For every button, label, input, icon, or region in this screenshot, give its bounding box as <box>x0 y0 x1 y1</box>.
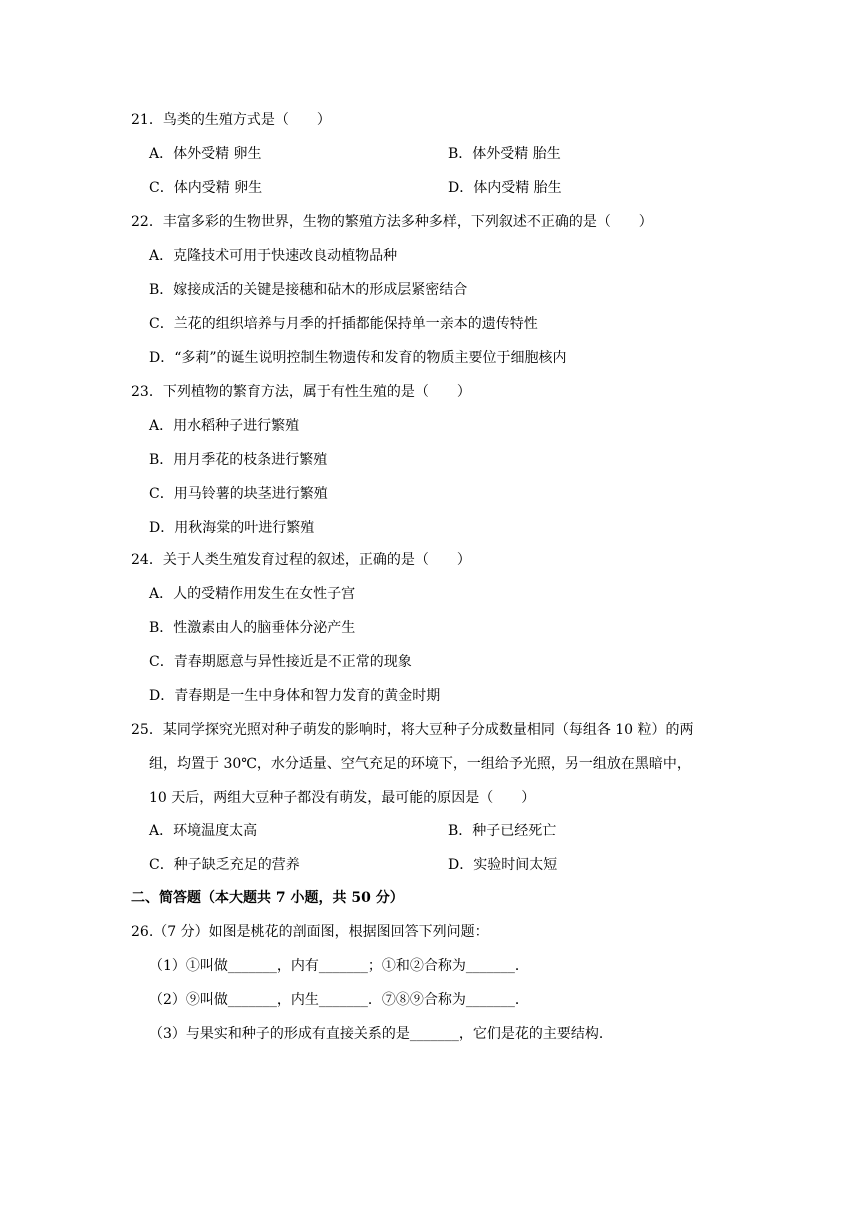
question-23-option-a: A．用水稻种子进行繁殖 <box>149 418 300 434</box>
question-23-option-d: D．用秋海棠的叶进行繁殖 <box>149 520 315 536</box>
question-21-option-d: D．体内受精 胎生 <box>448 180 562 196</box>
question-22-stem: 22．丰富多彩的生物世界，生物的繁殖方法多种多样，下列叙述不正确的是（ ） <box>131 214 653 230</box>
question-23-stem: 23．下列植物的繁育方法，属于有性生殖的是（ ） <box>131 384 471 400</box>
question-21-option-b: B．体外受精 胎生 <box>448 146 561 162</box>
question-24-option-c: C．青春期愿意与异性接近是不正常的现象 <box>149 654 412 670</box>
question-25-stem-line-3: 10 天后，两组大豆种子都没有萌发，最可能的原因是（ ） <box>149 790 536 806</box>
question-22-option-b: B．嫁接成活的关键是接穗和砧木的形成层紧密结合 <box>149 282 468 298</box>
question-22-option-a: A．克隆技术可用于快速改良动植物品种 <box>149 248 398 264</box>
question-23-option-b: B．用月季花的枝条进行繁殖 <box>149 452 328 468</box>
question-25-stem-line-1: 25．某同学探究光照对种子萌发的影响时，将大豆种子分成数量相同（每组各 10 粒）的两 <box>131 722 694 738</box>
question-23-option-c: C．用马铃薯的块茎进行繁殖 <box>149 486 328 502</box>
question-25-option-d: D．实验时间太短 <box>448 857 558 873</box>
question-24-option-a: A．人的受精作用发生在女性子宫 <box>149 586 356 602</box>
question-24-option-b: B．性激素由人的脑垂体分泌产生 <box>149 620 356 636</box>
question-22-option-c: C．兰花的组织培养与月季的扦插都能保持单一亲本的遗传特性 <box>149 316 538 332</box>
question-25-option-c: C．种子缺乏充足的营养 <box>149 857 300 873</box>
question-21-option-c: C．体内受精 卵生 <box>149 180 263 196</box>
question-25-option-b: B．种子已经死亡 <box>448 823 557 839</box>
question-24-stem: 24．关于人类生殖发育过程的叙述，正确的是（ ） <box>131 552 471 568</box>
question-25-option-a: A．环境温度太高 <box>149 823 258 839</box>
question-26-part-3: （3）与果实和种子的形成有直接关系的是_______，它们是花的主要结构． <box>149 1026 613 1042</box>
section-title: 二、简答题（本大题共 7 小题，共 50 分） <box>131 890 404 906</box>
question-21-option-a: A．体外受精 卵生 <box>149 146 262 162</box>
question-22-option-d: D．“多莉”的诞生说明控制生物遗传和发育的物质主要位于细胞核内 <box>149 350 567 366</box>
question-26-part-1: （1）①叫做_______，内有_______；①和②合称为_______． <box>149 958 529 974</box>
question-26-stem: 26.（7 分）如图是桃花的剖面图，根据图回答下列问题： <box>131 924 489 940</box>
question-21-stem: 21．鸟类的生殖方式是（ ） <box>131 112 331 128</box>
question-25-stem-line-2: 组，均置于 30℃，水分适量、空气充足的环境下，一组给予光照，另一组放在黑暗中， <box>149 756 691 772</box>
question-26-part-2: （2）⑨叫做_______，内生_______．⑦⑧⑨合称为_______． <box>149 992 529 1008</box>
question-24-option-d: D．青春期是一生中身体和智力发育的黄金时期 <box>149 688 441 704</box>
